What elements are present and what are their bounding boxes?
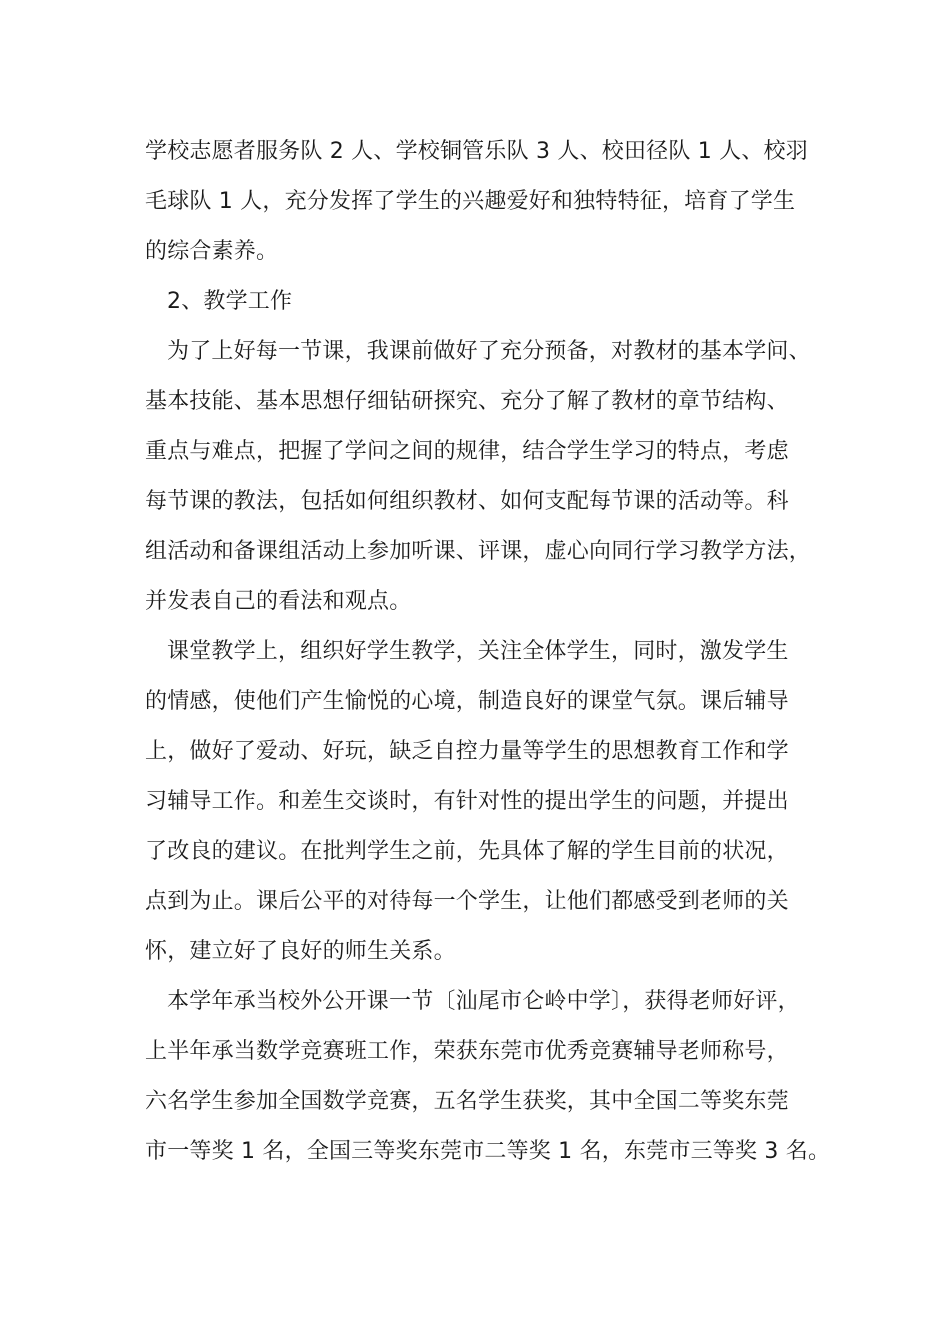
text-line: 习辅导工作。和差生交谈时，有针对性的提出学生的问题，并提出 — [145, 789, 789, 814]
text-line: 为了上好每一节课，我课前做好了充分预备，对教材的基本学问、 — [167, 339, 811, 364]
text-line: 学校志愿者服务队 2 人、学校铜管乐队 3 人、校田径队 1 人、校羽 — [145, 139, 808, 164]
text-line: 上半年承当数学竞赛班工作，荣获东莞市优秀竞赛辅导老师称号， — [145, 1039, 789, 1064]
text-line: 怀，建立好了良好的师生关系。 — [145, 939, 456, 964]
text-line: 点到为止。课后公平的对待每一个学生，让他们都感受到老师的关 — [145, 889, 789, 914]
text-line: 并发表自己的看法和观点。 — [145, 589, 412, 614]
text-line: 市一等奖 1 名，全国三等奖东莞市二等奖 1 名，东莞市三等奖 3 名。 — [145, 1139, 831, 1164]
text-line: 了改良的建议。在批判学生之前，先具体了解的学生目前的状况， — [145, 839, 789, 864]
text-line: 课堂教学上，组织好学生教学，关注全体学生，同时，激发学生 — [167, 639, 789, 664]
text-line: 六名学生参加全国数学竞赛，五名学生获奖，其中全国二等奖东莞 — [145, 1089, 789, 1114]
text-line: 重点与难点，把握了学问之间的规律，结合学生学习的特点，考虑 — [145, 439, 789, 464]
text-line: 上，做好了爱动、好玩，缺乏自控力量等学生的思想教育工作和学 — [145, 739, 789, 764]
text-line: 的情感，使他们产生愉悦的心境，制造良好的课堂气氛。课后辅导 — [145, 689, 789, 714]
text-line: 组活动和备课组活动上参加听课、评课，虚心向同行学习教学方法， — [145, 539, 812, 564]
section-heading: 2、教学工作 — [167, 289, 293, 314]
text-line: 每节课的教法，包括如何组织教材、如何支配每节课的活动等。科 — [145, 489, 789, 514]
text-line: 毛球队 1 人，充分发挥了学生的兴趣爱好和独特特征，培育了学生 — [145, 189, 796, 214]
text-line: 本学年承当校外公开课一节〔汕尾市仑岭中学〕，获得老师好评， — [167, 989, 800, 1014]
text-line: 的综合素养。 — [145, 239, 279, 264]
text-line: 基本技能、基本思想仔细钻研探究、充分了解了教材的章节结构、 — [145, 389, 789, 414]
